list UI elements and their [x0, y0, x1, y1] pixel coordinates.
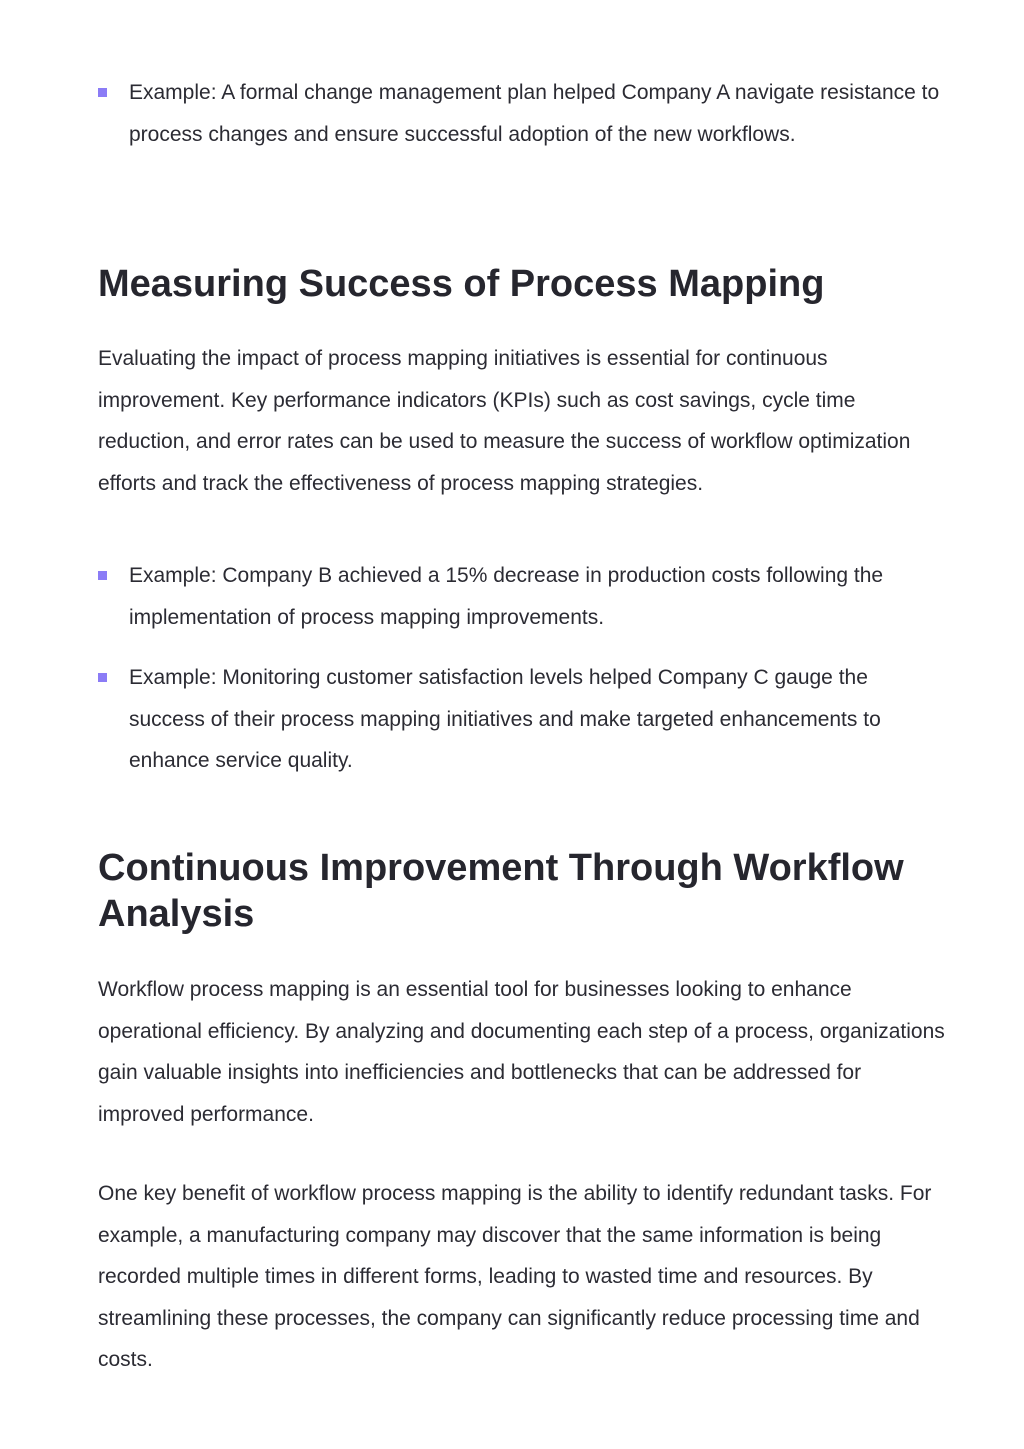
list-item [98, 657, 948, 782]
list-item-text: Example: Company B achieved a 15% decrease in production costs following the implementation of process mapping improvements. [129, 564, 884, 629]
square-bullet-icon [98, 673, 107, 682]
section-heading-continuous-improvement: Continuous Improvement Through Workflow Analysis [98, 847, 904, 935]
paragraph-workflow-mapping: Workflow process mapping is an essential tool for businesses looking to enhance operational efficiency. By analyzing and documenting each step of a process, organizations gain valuable insights into inefficiencies and bottlenecks that can be addressed for improved performance. [98, 978, 945, 1126]
list-item [98, 72, 948, 155]
square-bullet-icon [98, 88, 107, 97]
section-heading-measuring-success: Measuring Success of Process Mapping [98, 263, 825, 305]
list-item-text: Example: Monitoring customer satisfaction levels helped Company C gauge the success of their process mapping initiatives and make targeted enhancements to enhance service quality. [129, 666, 881, 772]
paragraph-redundant-tasks: One key benefit of workflow process mapping is the ability to identify redundant tasks. For example, a manufacturing company may discover that the same information is being recorded multiple times in different forms, leading to wasted time and resources. By streamlining these processes, the company can significantly reduce processing time and costs. [98, 1182, 932, 1371]
paragraph-measuring-success: Evaluating the impact of process mapping initiatives is essential for continuous improvement. Key performance indicators (KPIs) such as cost savings, cycle time reduction, and error rates can be used to measure the success of workflow optimization efforts and track the effectiveness of process mapping strategies. [98, 347, 911, 495]
intro-bullet-list [98, 72, 948, 155]
measuring-examples-list [98, 555, 948, 782]
square-bullet-icon [98, 571, 107, 580]
list-item-text: Example: A formal change management plan helped Company A navigate resistance to process changes and ensure successful adoption of the new workflows. [129, 81, 940, 146]
list-item [98, 555, 948, 638]
